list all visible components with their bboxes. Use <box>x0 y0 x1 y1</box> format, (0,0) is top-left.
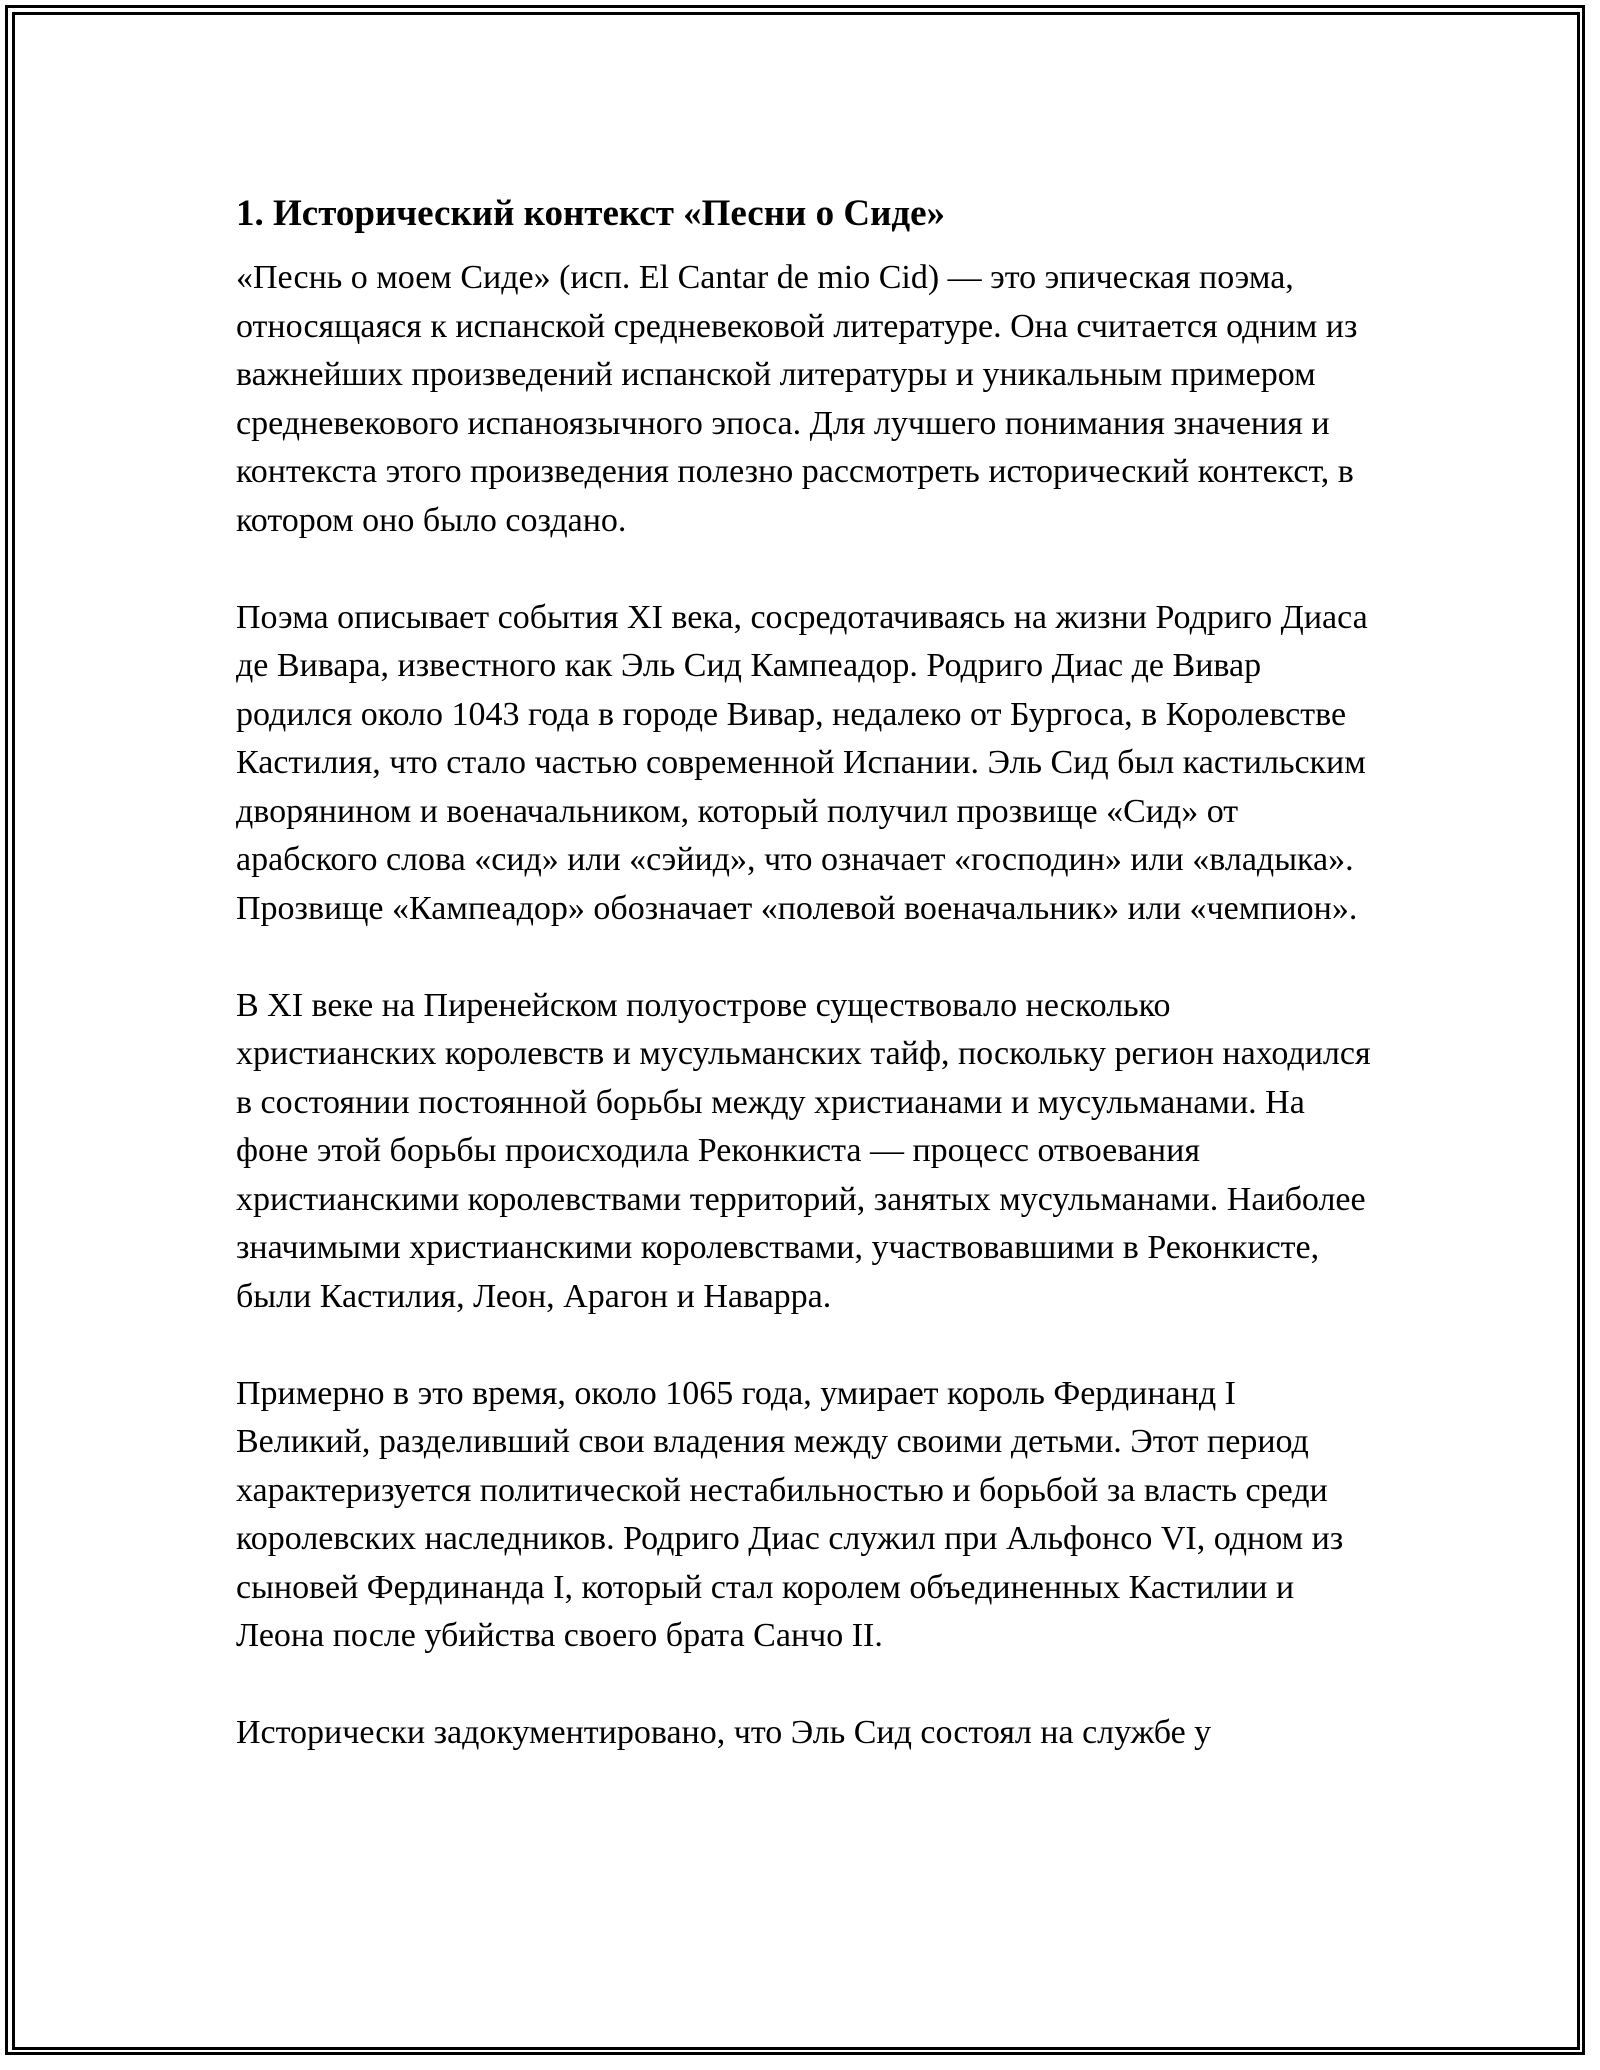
document-body <box>236 190 1376 1806</box>
paragraph-reconquista: В XI веке на Пиренейском полуострове существовало несколько христианских королевств и мусульманских тайф, поскольку регион находился в состоянии постоянной борьбы между христианами и мусульманами. На фоне этой борьбы происходила Реконкиста — процесс отвоевания христианскими королевствами территорий, занятых мусульманами. Наиболее значимыми христианскими королевствами, участвовавшими в Реконкисте, были Кастилия, Леон, Арагон и Наварра. <box>236 986 1371 1315</box>
paragraph-el-cid: Поэма описывает события XI века, сосредотачиваясь на жизни Родриго Диаса де Вивара, известного как Эль Сид Кампеадор. Родриго Диас де Вивар родился около 1043 года в городе Вивар, недалеко от Бургоса, в Королевстве Кастилия, что стало частью современной Испании. Эль Сид был кастильским дворянином и военачальником, который получил прозвище «Сид» от арабского слова «сид» или «сэйид», что означает «господин» или «владыка». Прозвище «Кампеадор» обозначает «полевой военачальник» или «чемпион». <box>236 598 1368 927</box>
section-heading: 1. Исторический контекст «Песни о Сиде» <box>236 193 946 234</box>
paragraph-intro: «Песнь о моем Сиде» (исп. El Cantar de mio Cid) — это эпическая поэма, относящаяся к испанской средневековой литературе. Она считается одним из важнейших произведений испанской литературы и уникальным примером средневекового испаноязычного эпоса. Для лучшего понимания значения и контекста этого произведения полезно рассмотреть исторический контекст, в котором оно было создано. <box>236 259 1358 539</box>
paragraph-historical: Исторически задокументировано, что Эль Сид состоял на службе у <box>236 1714 1212 1751</box>
paragraph-ferdinand: Примерно в это время, около 1065 года, умирает король Фердинанд I Великий, разделивший свои владения между своими детьми. Этот период характеризуется политической нестабильностью и борьбой за власть среди королевских наследников. Родриго Диас служил при Альфонсо VI, одном из сыновей Фердинанда I, который стал королем объединенных Кастилии и Леона после убийства своего брата Санчо II. <box>236 1374 1344 1654</box>
